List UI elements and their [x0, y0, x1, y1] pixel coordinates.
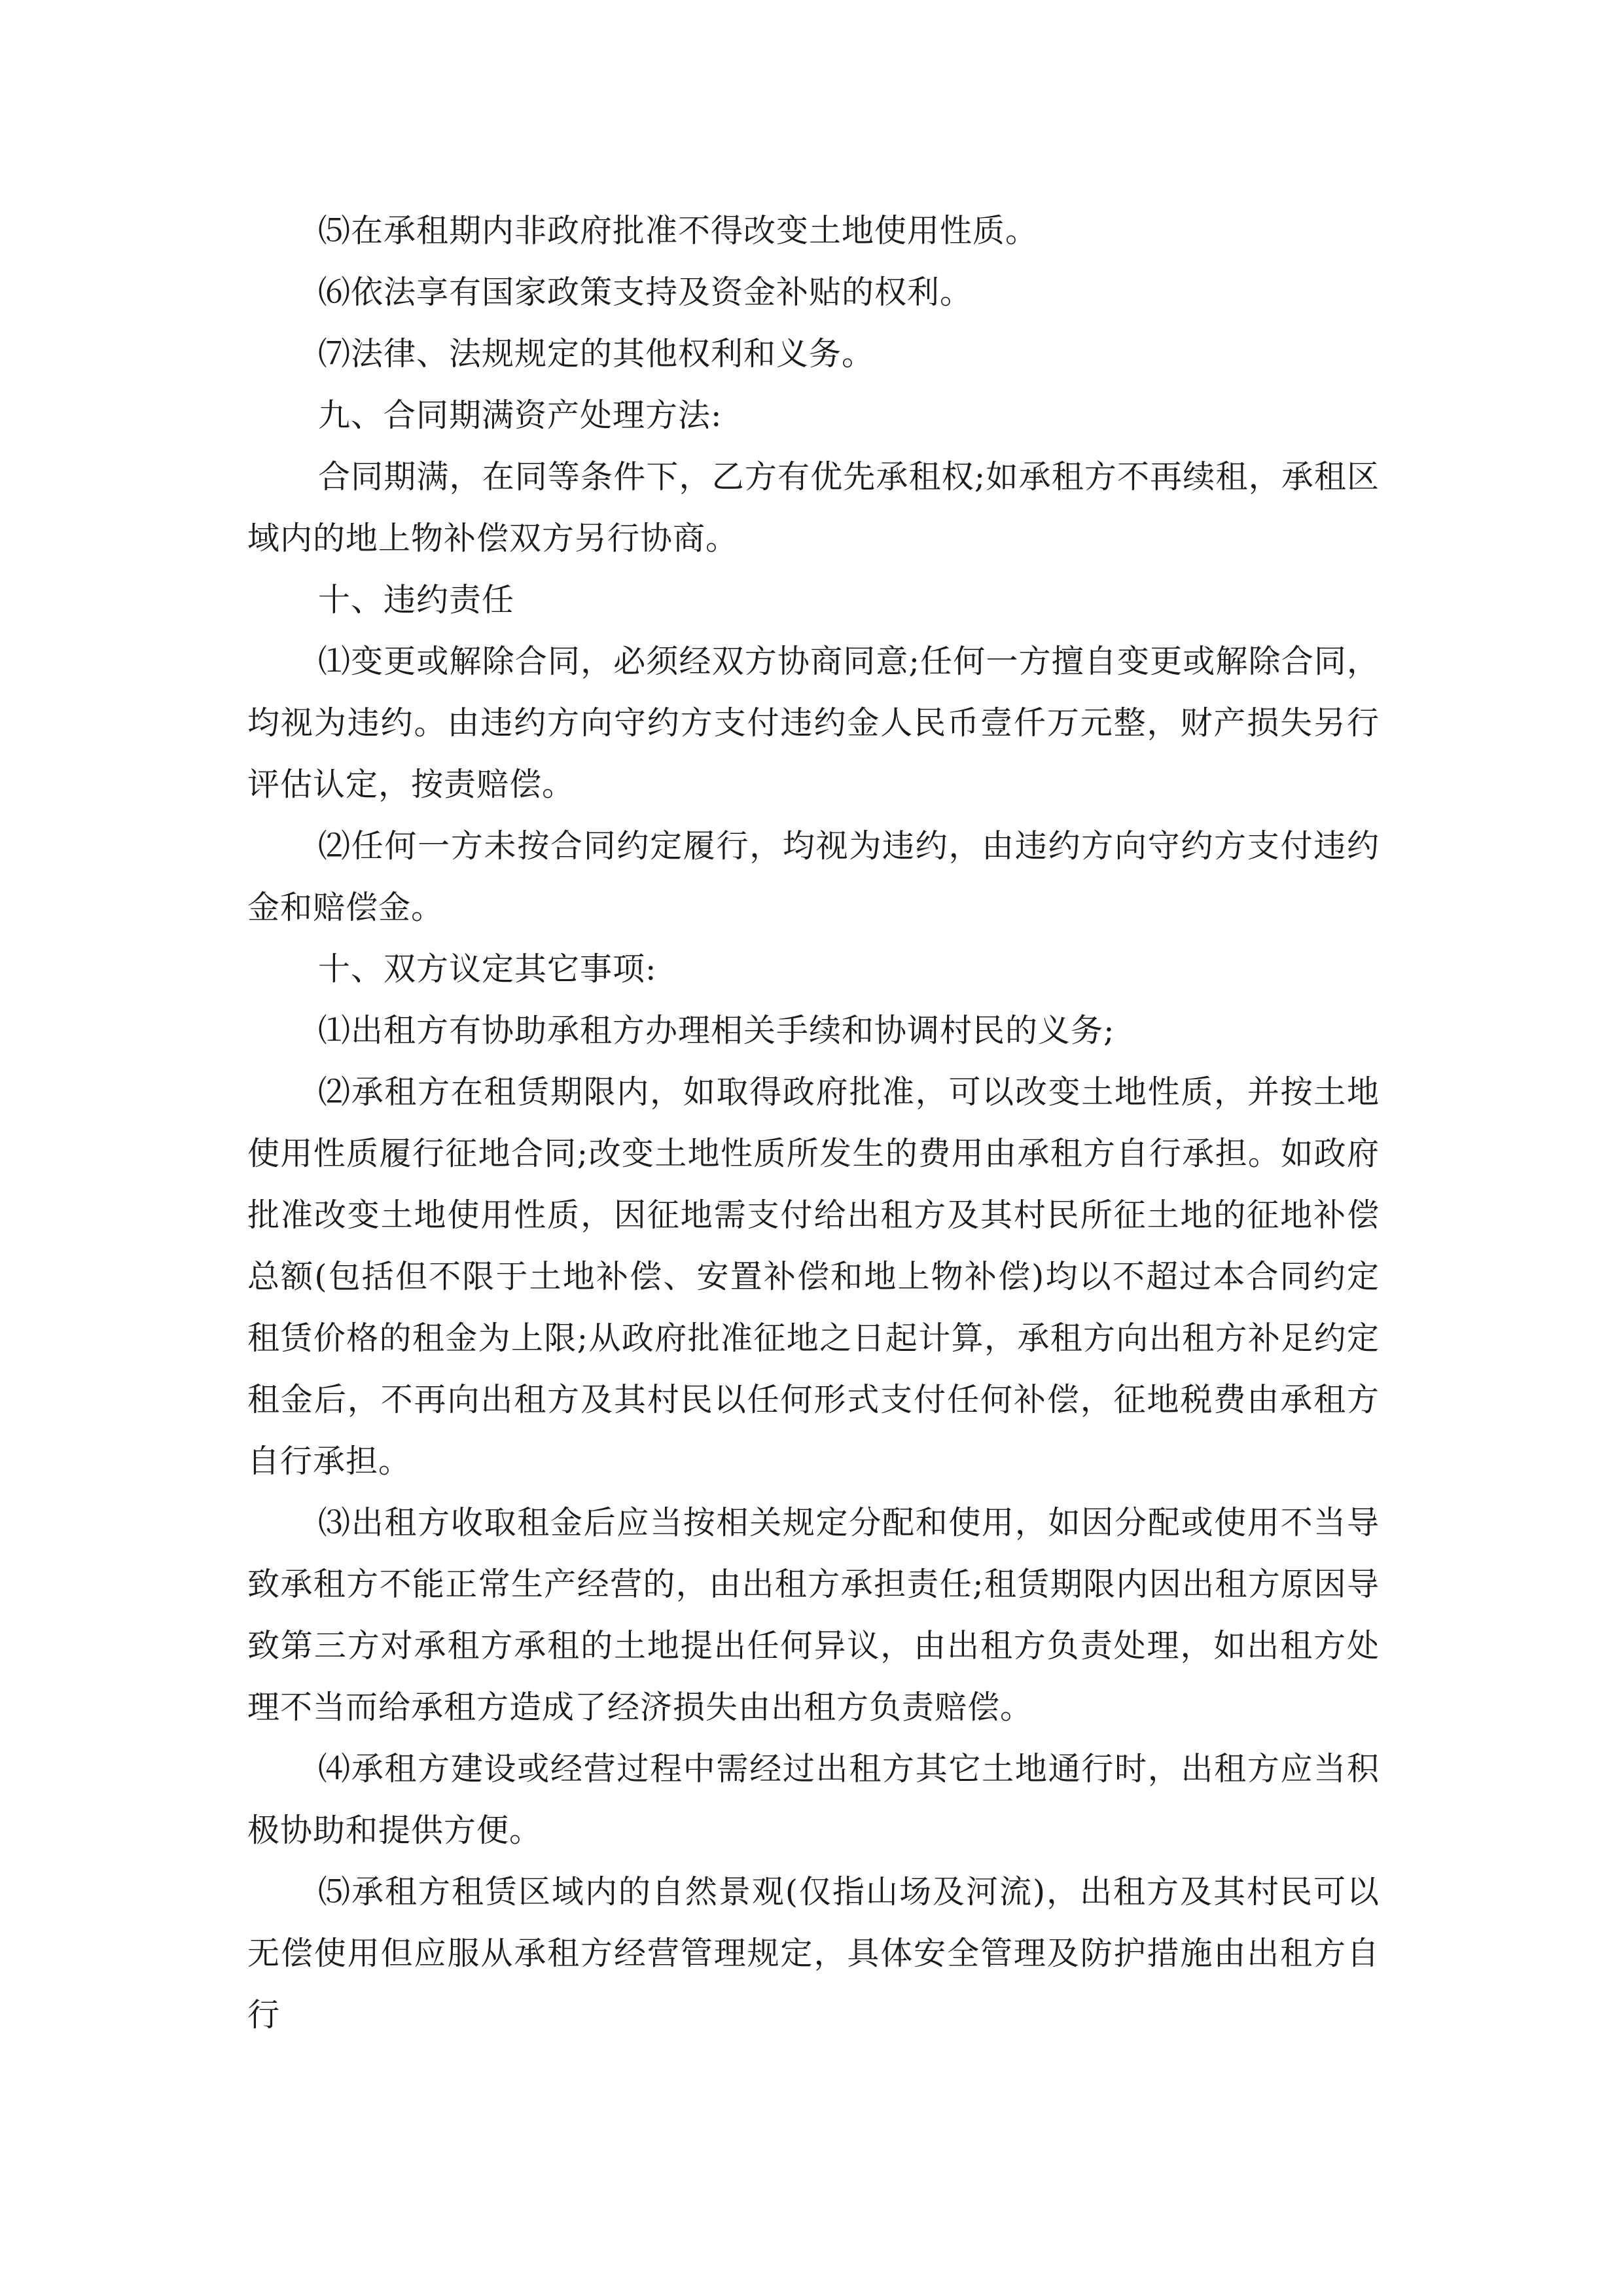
section-heading-nine: 九、合同期满资产处理方法:: [318, 397, 722, 434]
paragraph-item-6: ⑹依法享有国家政策支持及资金补贴的权利。: [318, 274, 973, 311]
paragraph-item-7: ⑺法律、法规规定的其他权利和义务。: [318, 335, 875, 372]
section-heading-ten-liability: 十、违约责任: [318, 581, 515, 619]
paragraph-other-1: ⑴出租方有协助承租方办理相关手续和协调村民的义务;: [318, 1012, 1115, 1049]
paragraph-other-3: ⑶出租方收取租金后应当按相关规定分配和使用，如因分配或使用不当导致承租方不能正常生产经营的，由出租方承担责任;租赁期限内因出租方原因导致第三方对承租方承租的土地提出任何异议，由出租方负责处理，如出租方处理不当而给承租方造成了经济损失由出租方负责赔偿。: [247, 1504, 1380, 1726]
paragraph-liability-1: ⑴变更或解除合同，必须经双方协商同意;任何一方擅自变更或解除合同，均视为违约。由违约方向守约方支付违约金人民币壹仟万元整，财产损失另行评估认定，按责赔偿。: [247, 643, 1380, 803]
paragraph-other-4: ⑷承租方建设或经营过程中需经过出租方其它土地通行时，出租方应当积极协助和提供方便。: [247, 1750, 1380, 1849]
paragraph-liability-2: ⑵任何一方未按合同约定履行，均视为违约，由违约方向守约方支付违约金和赔偿金。: [247, 827, 1380, 926]
section-heading-ten-other: 十、双方议定其它事项:: [318, 950, 657, 988]
paragraph-item-5: ⑸在承租期内非政府批准不得改变土地使用性质。: [318, 212, 1039, 249]
paragraph-other-5: ⑸承租方租赁区域内的自然景观(仅指山场及河流)，出租方及其村民可以无偿使用但应服从承租方经营管理规定，具体安全管理及防护措施由出租方自行: [247, 1873, 1380, 2034]
document-body: [247, 200, 1380, 2046]
paragraph-other-2: ⑵承租方在租赁期限内，如取得政府批准，可以改变土地性质，并按土地使用性质履行征地合同;改变土地性质所发生的费用由承租方自行承担。如政府批准改变土地使用性质，因征地需支付给出租方及其村民所征土地的征地补偿总额(包括但不限于土地补偿、安置补偿和地上物补偿)均以不超过本合同约定租赁价格的租金为上限;从政府批准征地之日起计算，承租方向出租方补足约定租金后，不再向出租方及其村民以任何形式支付任何补偿，征地税费由承租方自行承担。: [247, 1073, 1380, 1480]
paragraph-expiry: 合同期满，在同等条件下，乙方有优先承租权;如承租方不再续租，承租区域内的地上物补偿双方另行协商。: [247, 458, 1380, 557]
